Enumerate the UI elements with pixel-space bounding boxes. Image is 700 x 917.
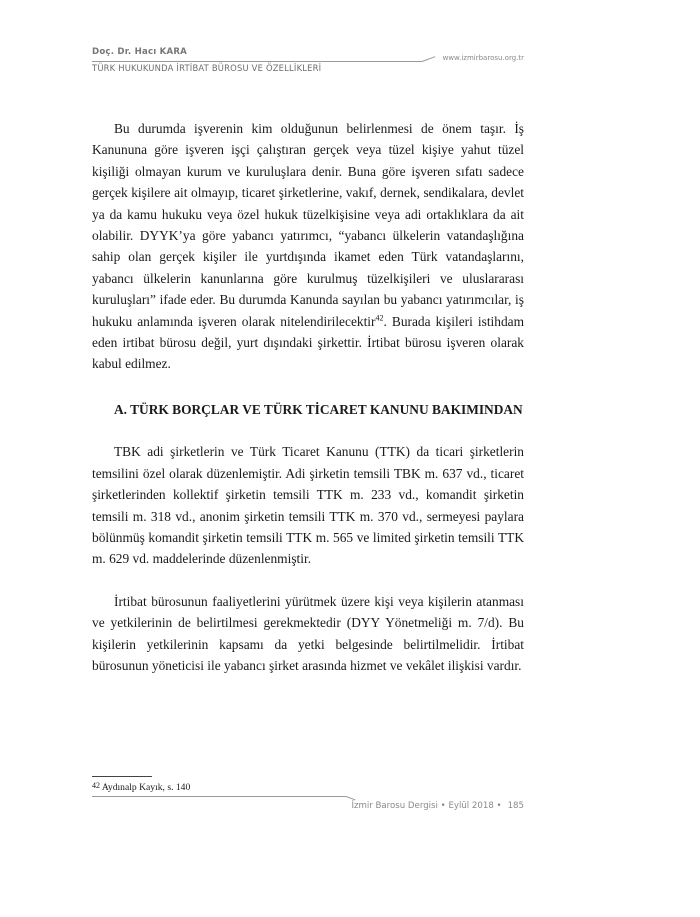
article-title: TÜRK HUKUKUNDA İRTİBAT BÜROSU VE ÖZELLİKLERİ bbox=[92, 63, 322, 73]
footnote bbox=[92, 782, 190, 793]
author-name: Doç. Dr. Hacı KARA bbox=[92, 47, 187, 57]
footer-rule bbox=[92, 796, 346, 797]
article-body bbox=[92, 118, 524, 676]
footnote-text: Aydınalp Kayık, s. 140 bbox=[100, 782, 191, 793]
section-heading: A. TÜRK BORÇLAR VE TÜRK TİCARET KANUNU BAKIMINDAN bbox=[114, 401, 523, 417]
paragraph-text-tail: . Burada kişileri istihdam eden irtibat bürosu değil, yurt dışındaki şirkettir. İrtibat bürosu işveren olarak kabul edilmez. bbox=[92, 313, 525, 372]
journal-info: İzmir Barosu Dergisi • Eylül 2018 • bbox=[351, 801, 502, 811]
paragraph-liaison-office: İrtibat bürosunun faaliyetlerini yürütmek üzere kişi veya kişilerin atanması ve yetkilerinin de belirtilmesi gerekmektedir (DYY Yönetmeliği m. 7/d). Bu kişilerin yetkilerinin kapsamı da yetki belgesinde belirtilmelidir. İrtibat bürosunun yöneticisi ile yabancı şirket arasında hizmet ve vekâlet ilişkisi vardır. bbox=[92, 593, 524, 673]
paragraph-text: Bu durumda işverenin kim olduğunun belirlenmesi de önem taşır. İş Kanununa göre işveren işçi çalıştıran gerçek veya tüzel kişiye yahut tüzel kişiliği olmayan kurum ve kuruluşlara denir. Buna göre işveren sıfatı sadece gerçek kişilere ait olmayıp, ticaret şirketlerine, vakıf, dernek, sendikalara, devlet ya da kamu hukuku veya özel hukuk tüzelkişisine veya adi ortaklıklara da ait olabilir. DYYK’ya göre yabancı yatırımcı, “yabancı ülkelerin vatandaşlığına sahip olan gerçek kişiler ile yurtdışında ikamet eden Türk vatandaşlarını, yabancı ülkelerin kanunlarına göre kurulmuş tüzelkişileri ve uluslararası kuruluşları” ifade eder. Bu durumda Kanunda sayılan bu yabancı yatırımcılar, iş hukuku anlamında işveren olarak nitelendirilecektir bbox=[92, 121, 524, 329]
footer-rule-tick bbox=[346, 796, 356, 800]
page-header bbox=[92, 40, 524, 80]
footnote-ref[interactable]: 42 bbox=[375, 313, 384, 323]
footnote-rule bbox=[92, 776, 152, 777]
page-number: 185 bbox=[507, 801, 524, 811]
paragraph-employer bbox=[92, 118, 524, 375]
footnote-number: 42 bbox=[92, 781, 100, 790]
header-rule bbox=[92, 61, 422, 62]
page-footer bbox=[351, 801, 524, 811]
website-url[interactable]: www.izmirbarosu.org.tr bbox=[442, 54, 524, 62]
header-rule-tick bbox=[422, 56, 435, 62]
paragraph-representation: TBK adi şirketlerin ve Türk Ticaret Kanunu (TTK) da ticari şirketlerin temsilini özel olarak düzenlemiştir. Adi şirketin temsili TBK m. 637 vd., ticaret şirketlerinden kollektif şirketin temsili TTK m. 233 vd., komandit şirketin temsili m. 318 vd., anonim şirketin temsili TTK m. 370 vd., sermeyesi paylara bölünmüş komandit şirketin temsili TTK m. 565 ve limited şirketin temsili TTK m. 629 vd. maddelerinde düzenlenmiştir. bbox=[92, 444, 524, 567]
